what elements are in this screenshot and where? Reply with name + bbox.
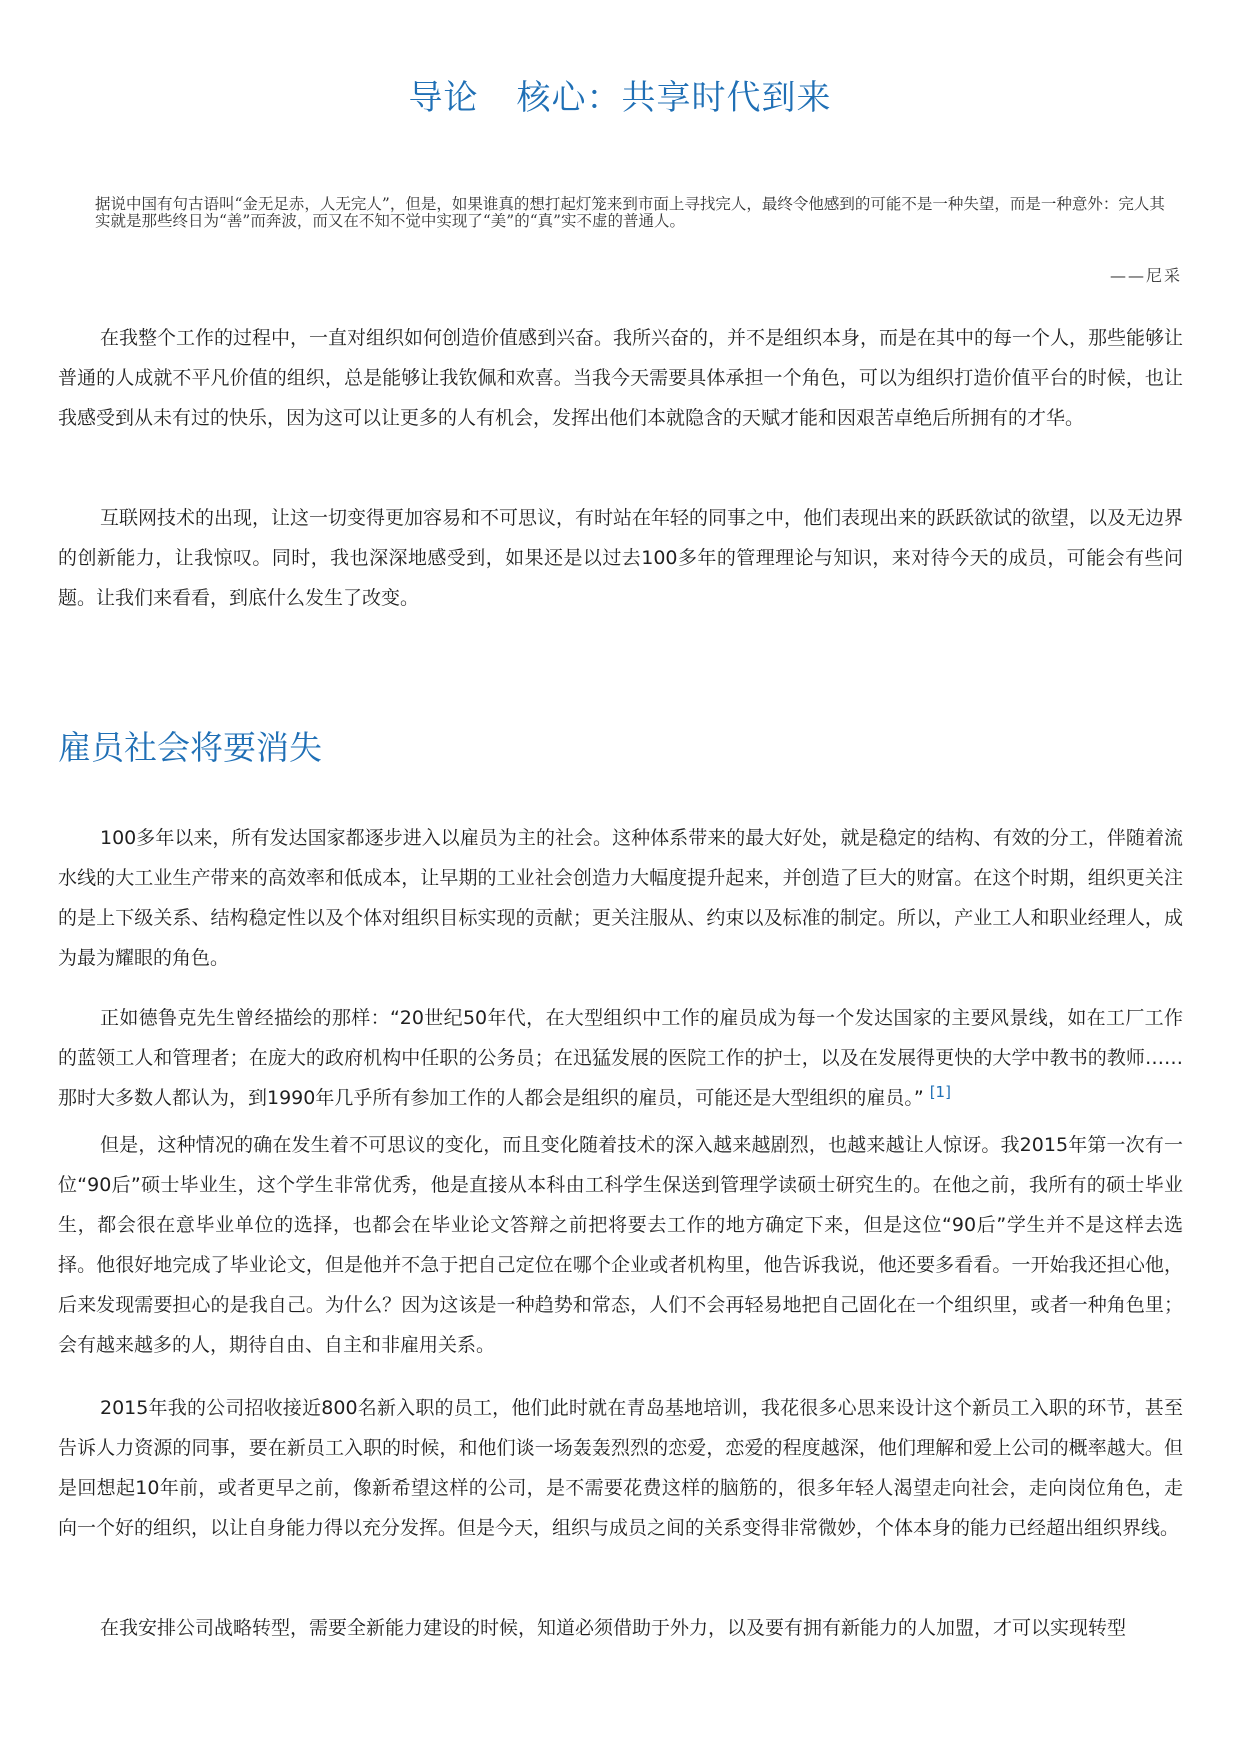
footnote-link[interactable]: [1] [929, 1082, 951, 1101]
chapter-title-text: 核心：共享时代到来 [516, 78, 832, 118]
body-paragraph: 在我安排公司战略转型，需要全新能力建设的时候，知道必须借助于外力，以及要有拥有新能力的人加盟，才可以实现转型 [100, 1617, 1127, 1639]
quote-text: 正如德鲁克先生曾经描绘的那样：“20世纪50年代，在大型组织中工作的雇员成为每一个发达国家的主要风景线，如在工厂工作的蓝领工人和管理者；在庞大的政府机构中任职的公务员；在迅猛发展的医院工作的护士，以及在发展得更快的大学中教书的教师……那时大多数人都认为，到1990年几乎所有参加工作的人都会是组织的雇员，可能还是大型组织的雇员。” [58, 1007, 1183, 1109]
intro-paragraph: 互联网技术的出现，让这一切变得更加容易和不可思议，有时站在年轻的同事之中，他们表现出来的跃跃欲试的欲望，以及无边界的创新能力，让我惊叹。同时，我也深深地感受到，如果还是以过去100多年的管理理论与知识，来对待今天的成员，可能会有些问题。让我们来看看，到底什么发生了改变。 [58, 507, 1184, 609]
body-paragraph: 100多年以来，所有发达国家都逐步进入以雇员为主的社会。这种体系带来的最大好处，就是稳定的结构、有效的分工，伴随着流水线的大工业生产带来的高效率和低成本，让早期的工业社会创造力大幅度提升起来，并创造了巨大的财富。在这个时期，组织更关注的是上下级关系、结构稳定性以及个体对组织目标实现的贡献；更关注服从、约束以及标准的制定。所以，产业工人和职业经理人，成为最为耀眼的角色。 [58, 827, 1183, 969]
body-paragraph: 但是，这种情况的确在发生着不可思议的变化，而且变化随着技术的深入越来越剧烈，也越来越让人惊讶。我2015年第一次有一位“90后”硕士毕业生，这个学生非常优秀，他是直接从本科由工科学生保送到管理学读硕士研究生的。在他之前，我所有的硕士毕业生，都会很在意毕业单位的选择，也都会在毕业论文答辩之前把将要去工作的地方确定下来，但是这位“90后”学生并不是这样去选择。他很好地完成了毕业论文，但是他并不急于把自己定位在哪个企业或者机构里，他告诉我说，他还要多看看。一开始我还担心他，后来发现需要担心的是我自己。为什么？因为这该是一种趋势和常态，人们不会再轻易地把自己固化在一个组织里，或者一种角色里；会有越来越多的人，期待自由、自主和非雇用关系。 [58, 1134, 1183, 1356]
intro-paragraph: 在我整个工作的过程中，一直对组织如何创造价值感到兴奋。我所兴奋的，并不是组织本身，而是在其中的每一个人，那些能够让普通的人成就不平凡价值的组织，总是能够让我钦佩和欢喜。当我今天需要具体承担一个角色，可以为组织打造价值平台的时候，也让我感受到从未有过的快乐，因为这可以让更多的人有机会，发挥出他们本就隐含的天赋才能和因艰苦卓绝后所拥有的才华。 [58, 327, 1184, 429]
chapter-title [0, 70, 1240, 119]
epigraph-author: ——尼采 [1109, 266, 1182, 285]
chapter-label: 导论 [408, 78, 479, 118]
body-paragraph-quote [58, 998, 1183, 1118]
body-paragraph: 2015年我的公司招收接近800名新入职的员工，他们此时就在青岛基地培训，我花很多心思来设计这个新员工入职的环节，甚至告诉人力资源的同事，要在新员工入职的时候，和他们谈一场轰轰烈烈的恋爱，恋爱的程度越深，他们理解和爱上公司的概率越大。但是回想起10年前，或者更早之前，像新希望这样的公司，是不需要花费这样的脑筋的，很多年轻人渴望走向社会，走向岗位角色，走向一个好的组织，以让自身能力得以充分发挥。但是今天，组织与成员之间的关系变得非常微妙，个体本身的能力已经超出组织界线。 [58, 1397, 1183, 1539]
section-title: 雇员社会将要消失 [58, 728, 322, 767]
epigraph-quote: 据说中国有句古语叫“金无足赤，人无完人”，但是，如果谁真的想打起灯笼来到市面上寻找完人，最终令他感到的可能不是一种失望，而是一种意外：完人其实就是那些终日为“善”而奔波，而又在不知不觉中实现了“美”的“真”实不虚的普通人。 [95, 195, 1165, 230]
